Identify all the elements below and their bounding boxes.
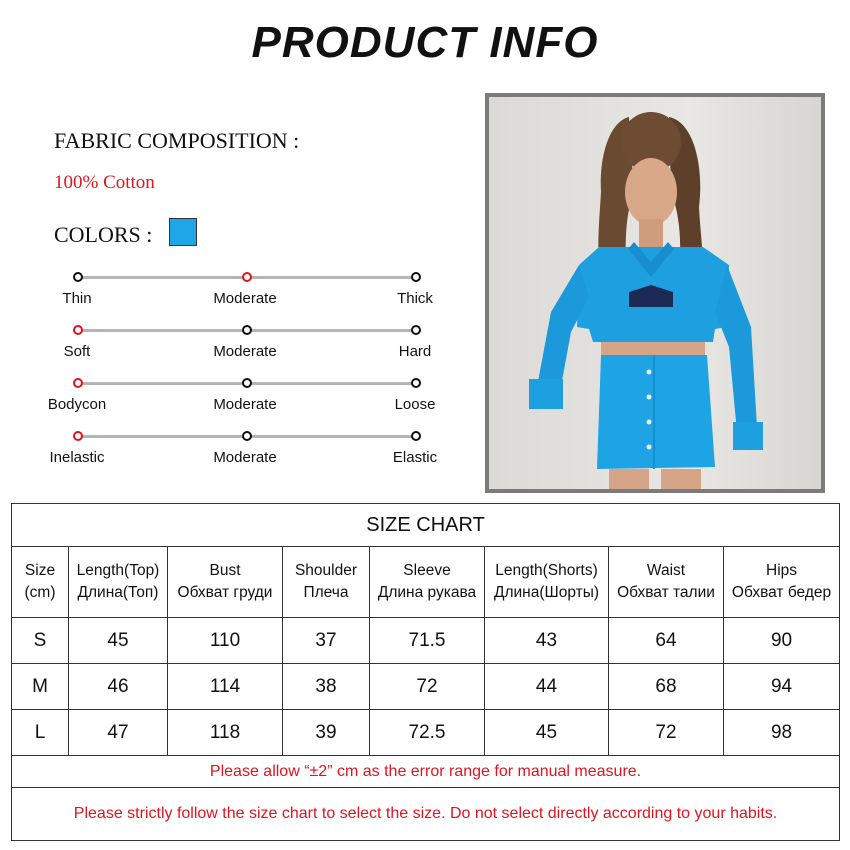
header-cell	[283, 547, 370, 618]
table-row	[12, 664, 840, 710]
table-cell: 37	[283, 618, 370, 664]
fabric-composition-label: FABRIC COMPOSITION :	[54, 128, 300, 153]
table-cell: 43	[485, 618, 609, 664]
table-cell: 72	[609, 710, 724, 756]
scale-label: Thin	[62, 290, 92, 307]
scale-label: Elastic	[392, 449, 438, 466]
model-illustration	[489, 97, 821, 489]
size-cell: M	[12, 664, 69, 710]
size-chart-table	[11, 503, 840, 841]
table-cell: 68	[609, 664, 724, 710]
colors-label: COLORS :	[54, 222, 153, 247]
table-cell: 110	[168, 618, 283, 664]
table-cell: 118	[168, 710, 283, 756]
header-label: Waist	[646, 562, 686, 579]
scale-label: Inelastic	[49, 449, 105, 466]
header-label: Shoulder	[294, 562, 358, 579]
scale-dot	[411, 272, 421, 282]
scale-label: Bodycon	[47, 396, 107, 413]
softness-scale	[0, 329, 480, 379]
measurement-note: Please allow “±2” cm as the error range for manual measure.	[12, 756, 840, 788]
header-sublabel: Длина рукава	[377, 584, 477, 601]
scale-dot	[242, 431, 252, 441]
fit-scale	[0, 382, 480, 432]
table-cell: 47	[69, 710, 168, 756]
scale-dot	[73, 272, 83, 282]
header-sublabel: Длина(Топ)	[77, 584, 159, 601]
table-cell: 46	[69, 664, 168, 710]
table-cell: 98	[724, 710, 840, 756]
header-cell	[370, 547, 485, 618]
table-cell: 39	[283, 710, 370, 756]
table-header-row	[12, 547, 840, 618]
page-title: PRODUCT INFO	[251, 18, 599, 67]
thickness-scale	[0, 276, 480, 326]
size-chart-title: SIZE CHART	[12, 504, 840, 547]
scale-dot	[73, 325, 83, 335]
header-sublabel: Обхват бедер	[731, 584, 832, 601]
header-cell	[609, 547, 724, 618]
header-sublabel: Обхват талии	[617, 584, 715, 601]
scale-label: Hard	[398, 343, 432, 360]
header-cell	[12, 547, 69, 618]
table-cell: 90	[724, 618, 840, 664]
product-photo-image	[489, 97, 821, 489]
scale-dot	[242, 325, 252, 335]
table-cell: 38	[283, 664, 370, 710]
table-row	[12, 618, 840, 664]
table-cell: 64	[609, 618, 724, 664]
scale-label: Moderate	[213, 343, 277, 360]
table-cell: 72	[370, 664, 485, 710]
scale-label: Loose	[394, 396, 436, 413]
elasticity-scale	[0, 435, 480, 485]
scale-dot	[242, 272, 252, 282]
header-label: Length(Shorts)	[495, 562, 598, 579]
size-cell: S	[12, 618, 69, 664]
product-photo	[485, 93, 825, 493]
header-label: Bust	[209, 562, 241, 579]
table-cell: 114	[168, 664, 283, 710]
header-sublabel: Обхват груди	[177, 584, 273, 601]
header-label: Sleeve	[403, 562, 451, 579]
scale-label: Moderate	[213, 449, 277, 466]
scale-label: Soft	[63, 343, 91, 360]
scale-dot	[73, 431, 83, 441]
header-cell	[724, 547, 840, 618]
table-cell: 44	[485, 664, 609, 710]
fabric-composition-value: 100% Cotton	[54, 172, 155, 193]
scale-dot	[411, 431, 421, 441]
table-cell: 72.5	[370, 710, 485, 756]
color-swatch	[169, 218, 197, 246]
scale-label: Thick	[397, 290, 433, 307]
header-label: Size	[24, 562, 56, 579]
scale-dot	[242, 378, 252, 388]
header-sublabel: Длина(Шорты)	[493, 584, 600, 601]
header-sublabel: Плеча	[303, 584, 349, 601]
header-cell	[168, 547, 283, 618]
header-label: Length(Top)	[76, 562, 160, 579]
table-cell: 45	[69, 618, 168, 664]
table-cell: 45	[485, 710, 609, 756]
scale-dot	[411, 378, 421, 388]
header-sublabel: (cm)	[24, 584, 56, 601]
scale-dot	[73, 378, 83, 388]
scale-label: Moderate	[213, 396, 277, 413]
scale-dot	[411, 325, 421, 335]
header-label: Hips	[766, 562, 798, 579]
header-cell	[485, 547, 609, 618]
table-cell: 71.5	[370, 618, 485, 664]
scale-label: Moderate	[213, 290, 277, 307]
size-selection-note: Please strictly follow the size chart to select the size. Do not select directly according to your habits.	[12, 788, 840, 841]
table-row	[12, 710, 840, 756]
size-cell: L	[12, 710, 69, 756]
header-cell	[69, 547, 168, 618]
table-cell: 94	[724, 664, 840, 710]
